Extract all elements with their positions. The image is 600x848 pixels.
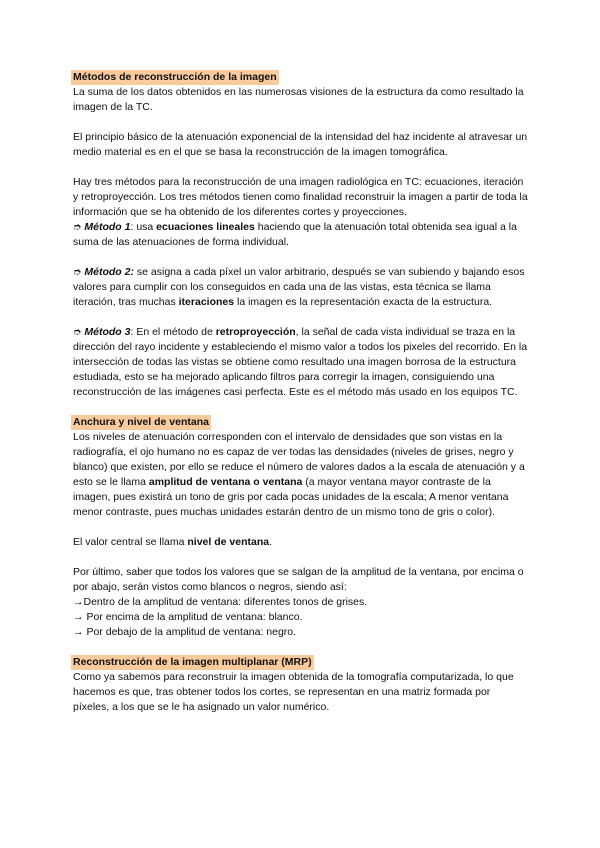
paragraph-keyword: nivel de ventana	[187, 536, 270, 548]
method-label: Método 3	[84, 326, 131, 338]
method-3-item	[73, 325, 529, 400]
bullet-arrow-icon: ➮	[73, 267, 82, 278]
section-heading: Anchura y nivel de ventana	[73, 416, 209, 428]
document-page	[73, 70, 529, 715]
paragraph-out-of-range: Por último, saber que todos los valores que se salgan de la amplitud de la ventana, por encima o por abajo, serán vistos como blancos o negros, siendo así:	[73, 566, 524, 593]
section-heading: Métodos de reconstrucción de la imagen	[73, 71, 277, 83]
method-text: , la señal de cada vista individual se traza en la dirección del rayo incidente y estableciendo el mismo valor a todos los pixeles del recorrido. En la intersección de todas las vistas se obtiene como resultado una imagen borrosa de la estructura estudiada, esto se ha mejorado aplicando filtros para corregir la imagen, consiguiendo una reconstrucción de las imágenes casi perfecta. Este es el método más usado en los equipos TC.	[73, 326, 528, 398]
method-text: se asigna a cada píxel un valor arbitrario, después se van subiendo y bajando esos valores para cumplir con los conseguidos en cada una de las vistas, esta técnica se llama iteración, tras muchas	[73, 266, 525, 308]
list-item-text: Por encima de la amplitud de ventana: blanco.	[86, 611, 303, 623]
method-keyword: ecuaciones lineales	[156, 221, 255, 233]
list-item	[73, 595, 529, 610]
paragraph-window-level	[73, 535, 529, 550]
list-item-text: Por debajo de la amplitud de ventana: negro.	[86, 626, 297, 638]
method-text: la imagen es la representación exacta de la estructura.	[234, 296, 493, 308]
paragraph-principle: El principio básico de la atenuación exponencial de la intensidad del haz incidente al atravesar un medio material es en el que se basa la reconstrucción de la imagen tomográfica.	[73, 131, 528, 158]
method-text: : En el método de	[130, 326, 216, 338]
method-label: Método 2:	[84, 266, 134, 278]
arrow-icon: →	[73, 611, 84, 623]
section-multiplanar-reconstruction	[73, 655, 529, 715]
method-keyword: iteraciones	[178, 296, 235, 308]
bullet-arrow-icon: ➮	[73, 327, 82, 338]
method-1-item	[73, 220, 529, 250]
list-item-text: Dentro de la amplitud de ventana: diferentes tonos de grises.	[83, 596, 368, 608]
section-reconstruction-methods	[73, 70, 529, 415]
paragraph-keyword: amplitud de ventana o ventana	[148, 476, 303, 488]
list-item	[73, 625, 529, 640]
method-text: haciendo que la atenuación total obtenida sea igual a la suma de las atenuaciones de forma individual.	[73, 221, 517, 248]
paragraph-intro: La suma de los datos obtenidos en las numerosas visiones de la estructura da como resultado la imagen de la TC.	[73, 86, 524, 113]
paragraph-text: .	[269, 536, 273, 548]
method-text: : usa	[130, 221, 157, 233]
paragraph-text: El valor central se llama	[73, 536, 188, 548]
paragraph-mrp: Como ya sabemos para reconstruir la imagen obtenida de la tomografía computarizada, lo que hacemos es que, tras obtener todos los cortes, se representan en una matriz formada por píxeles, a los que se le ha asignado un valor numérico.	[73, 671, 514, 713]
method-2-item	[73, 265, 529, 310]
method-keyword: retroproyección	[215, 326, 296, 338]
section-heading: Reconstrucción de la imagen multiplanar (MRP)	[73, 656, 312, 668]
method-label: Método 1	[84, 221, 131, 233]
paragraph-text: (a mayor ventana mayor contraste de la imagen, pues existirá un tono de gris por cada pocas unidades de la escala; A menor ventana menor contraste, pues muchas unidades estarán dentro de un mismo tono de gris o color).	[73, 476, 509, 518]
paragraph-methods-intro: Hay tres métodos para la reconstrucción de una imagen radiológica en TC: ecuaciones, iteración y retroproyección. Los tres métodos tienen como finalidad reconstruir la imagen a partir de toda la información que se ha obtenido de los diferentes cortes y proyecciones.	[73, 176, 528, 218]
paragraph-text: Los niveles de atenuación corresponden con el intervalo de densidades que son vistas en la radiografía, el ojo humano no es capaz de ver todas las densidades (niveles de grises, negro y blanco) que existen, por ello se reduce el número de valores dados a la escala de atenuación y a esto se le llama	[73, 431, 525, 488]
arrow-icon: →	[73, 596, 84, 608]
paragraph-attenuation-levels	[73, 430, 529, 520]
arrow-icon: →	[73, 626, 84, 638]
section-window-width-level	[73, 415, 529, 655]
list-item	[73, 610, 529, 625]
bullet-arrow-icon: ➮	[73, 222, 82, 233]
